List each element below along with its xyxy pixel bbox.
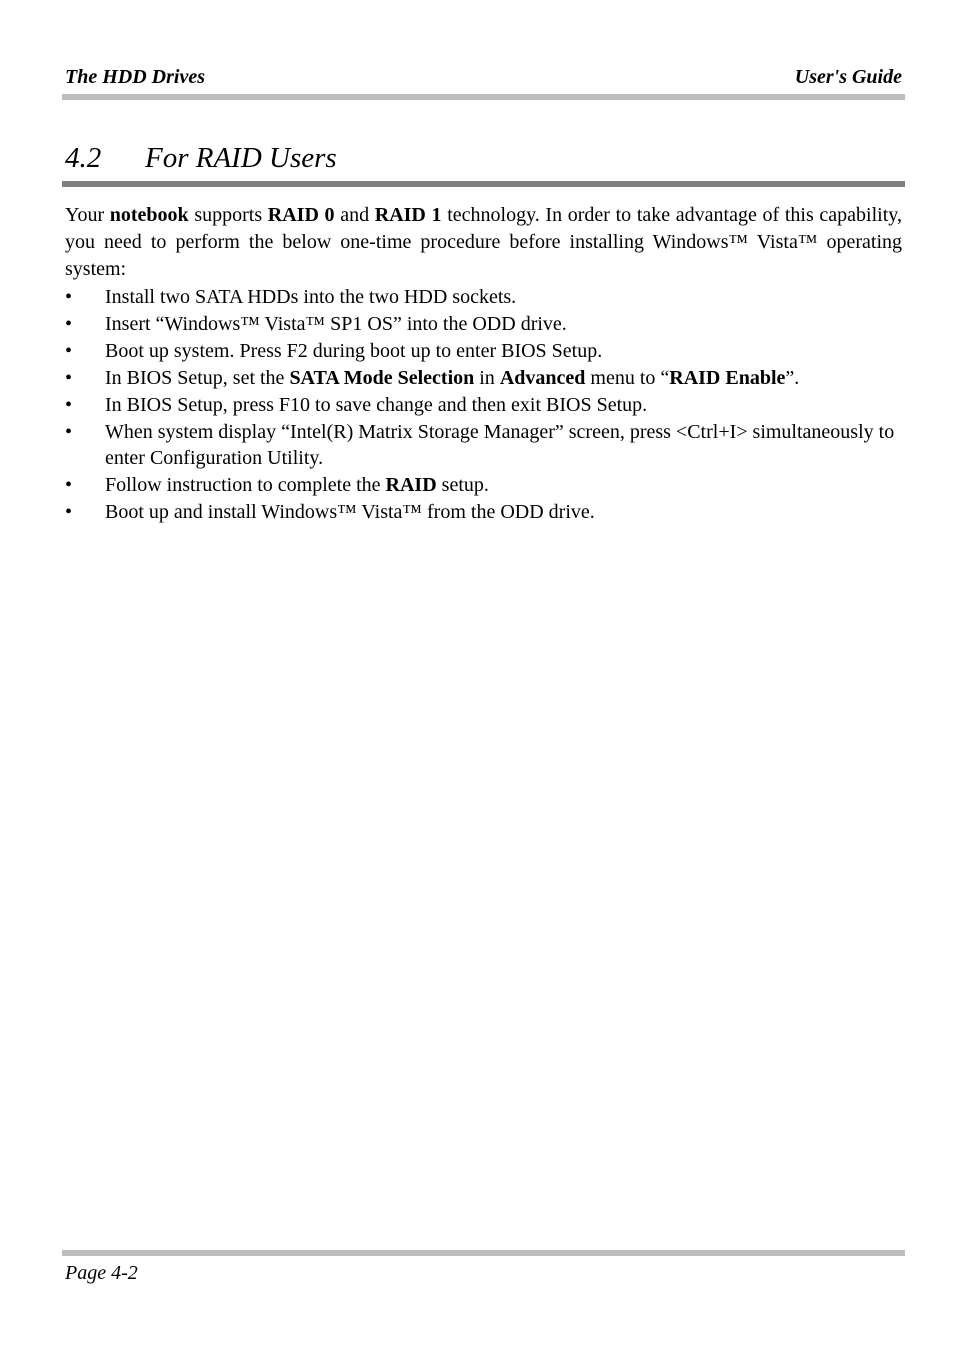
section-number: 4.2 [65, 142, 102, 174]
step-bold-text: RAID Enable [669, 367, 786, 389]
step-text: In BIOS Setup, set the [105, 367, 290, 389]
section-title: For RAID Users [145, 142, 337, 174]
bullet-icon: • [65, 394, 73, 416]
step-bold-text: RAID [385, 474, 437, 496]
bullet-icon: • [65, 421, 73, 443]
list-item [65, 365, 902, 391]
intro-text: Your [65, 204, 110, 226]
list-item [65, 499, 902, 525]
step-text: Follow instruction to complete the [105, 474, 386, 496]
list-item [65, 338, 902, 364]
header-guide-title: User's Guide [794, 66, 902, 88]
bullet-icon: • [65, 286, 73, 308]
step-text: ”. [785, 367, 800, 389]
header-divider [62, 94, 905, 100]
bullet-icon: • [65, 313, 73, 335]
step-text: Boot up system. Press F2 during boot up to enter BIOS Setup. [105, 340, 603, 362]
section-heading [65, 142, 337, 175]
page-number: Page 4-2 [65, 1262, 138, 1284]
step-text: When system display “Intel(R) Matrix Storage Manager” screen, press <Ctrl+I> simultaneously to enter Configuration Utility. [105, 421, 895, 469]
intro-bold-raid0: RAID 0 [267, 204, 335, 226]
header-chapter-title: The HDD Drives [65, 66, 205, 88]
list-item [65, 419, 902, 471]
step-bold-text: Advanced [499, 367, 586, 389]
step-text: In BIOS Setup, press F10 to save change and then exit BIOS Setup. [105, 394, 648, 416]
intro-text: supports [188, 204, 268, 226]
step-text: Boot up and install Windows™ Vista™ from the ODD drive. [105, 501, 595, 523]
step-text: menu to “ [585, 367, 670, 389]
list-item [65, 284, 902, 310]
list-item [65, 472, 902, 498]
section-divider [62, 181, 905, 187]
bullet-icon: • [65, 340, 73, 362]
step-text: Install two SATA HDDs into the two HDD sockets. [105, 286, 517, 308]
running-header [62, 64, 905, 94]
bullet-icon: • [65, 367, 73, 389]
intro-text: technology. In order to take advantage of this capability, you need to perform the below one-time procedure before installing Windows™ Vista™ operating system: [65, 204, 902, 280]
intro-paragraph [65, 202, 902, 283]
step-text: setup. [436, 474, 489, 496]
intro-text: and [334, 204, 375, 226]
step-text: in [474, 367, 500, 389]
intro-bold-raid1: RAID 1 [374, 204, 442, 226]
footer-divider [62, 1250, 905, 1256]
list-item [65, 392, 902, 418]
step-text: Insert “Windows™ Vista™ SP1 OS” into the ODD drive. [105, 313, 567, 335]
section-body [65, 202, 902, 526]
procedure-list [65, 284, 902, 525]
intro-bold-notebook: notebook [109, 204, 189, 226]
bullet-icon: • [65, 474, 73, 496]
bullet-icon: • [65, 501, 73, 523]
list-item [65, 311, 902, 337]
step-bold-text: SATA Mode Selection [289, 367, 475, 389]
